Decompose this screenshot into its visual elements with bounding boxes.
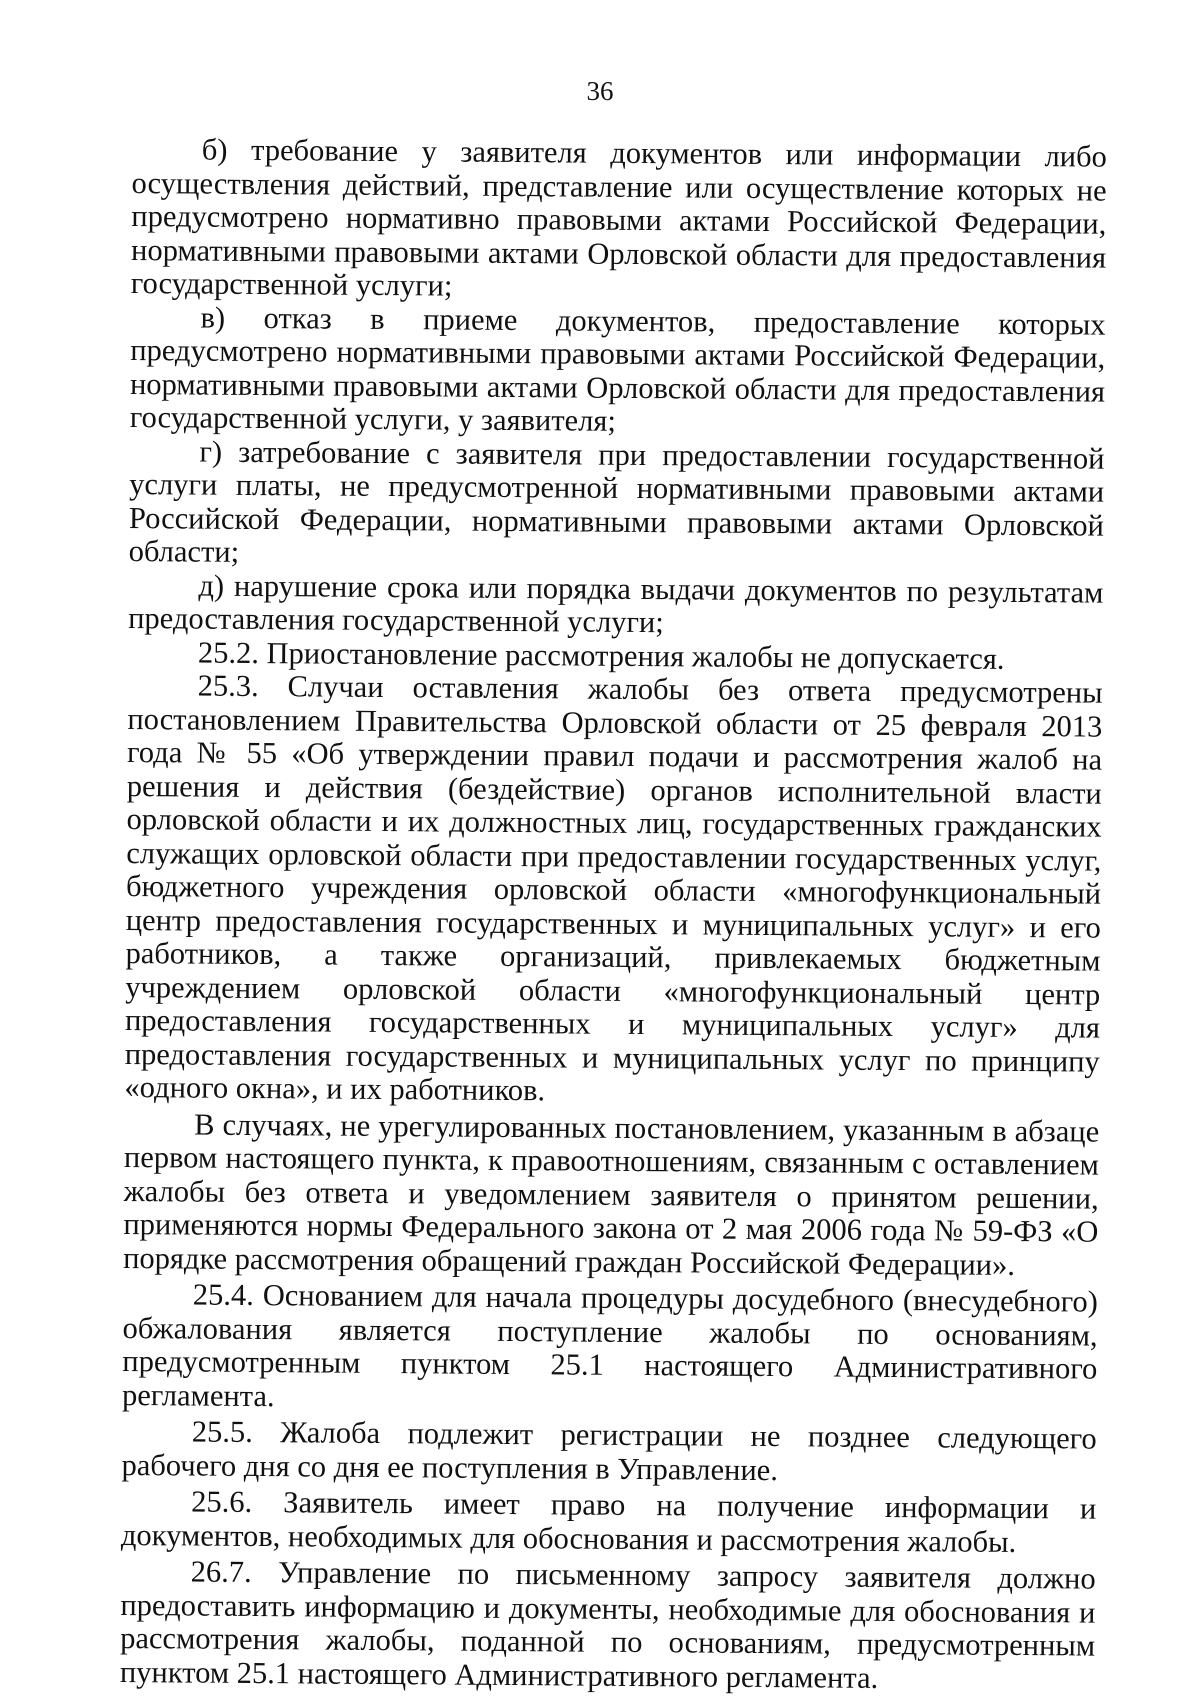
document-body — [120, 133, 1107, 1697]
paragraph-item-g: г) затребование с заявителя при предоставлении государственной услуги платы, не предусмотренной нормативными правовыми актами Российской Федерации, нормативными правовыми актами Орловской области; — [128, 434, 1105, 569]
paragraph-item-d: д) нарушение срока или порядка выдачи документов по результатам предоставления государственной услуги; — [128, 568, 1104, 640]
paragraph-25-3-continuation: В случаях, не урегулированных постановлением, указанным в абзаце первом настоящего пункта, к правоотношениям, связанным с оставлением жалобы без ответа и уведомлением заявителя о принятом решении, применяются нормы Федерального закона от 2 мая 2006 года № 59-ФЗ «О порядке рассмотрения обращений граждан Российской Федерации». — [123, 1107, 1100, 1282]
paragraph-25-4: 25.4. Основанием для начала процедуры досудебного (внесудебного) обжалования является поступление жалобы по основаниям, предусмотренным пунктом 25.1 настоящего Административного регламента. — [121, 1277, 1098, 1413]
paragraph-26-7: 26.7. Управление по письменному запросу заявителя должно предоставить информацию и документы, необходимые для обоснования и рассмотрения жалобы, поданной по основаниям, предусмотренным пунктом 25.1 настоящего Административного регламента. — [119, 1554, 1096, 1695]
paragraph-item-b: б) требование у заявителя документов или информации либо осуществления действий, представление или осуществление которых не предусмотрено нормативно правовыми актами Российской Федерации, нормативными правовыми актами Орловской области для предоставления государственной услуги; — [130, 132, 1107, 303]
paragraph-item-v: в) отказ в приеме документов, предоставление которых предусмотрено нормативными правовыми актами Российской Федерации, нормативными правовыми актами Орловской области для предоставления государственной услуги, у заявителя; — [129, 300, 1106, 438]
paragraph-25-3: 25.3. Случаи оставления жалобы без ответа предусмотрены постановлением Правительства Орловской области от 25 февраля 2013 года № 55 «Об утверждении правил подачи и рассмотрения жалоб на решения и действия (бездействие) органов исполнительной власти орловской области и их должностных лиц, государственных гражданских служащих орловской области при предоставлении государственных услуг, бюджетного учреждения орловской области «многофункциональный центр предоставления государственных и муниципальных услуг» и его работников, а также организаций, привлекаемых бюджетным учреждением орловской области «многофункциональный центр предоставления государственных и муниципальных услуг» для предоставления государственных и муниципальных услуг по принципу «одного окна», и их работников. — [124, 668, 1103, 1108]
page-number: 36 — [586, 76, 614, 106]
paragraph-25-6: 25.6. Заявитель имеет право на получение информации и документов, необходимых для обоснования и рассмотрения жалобы. — [120, 1484, 1097, 1559]
paragraph-25-5: 25.5. Жалоба подлежит регистрации не позднее следующего рабочего дня со дня ее поступления в Управление. — [121, 1414, 1097, 1487]
paragraph-25-2: 25.2. Приостановление рассмотрения жалобы не допускается. — [197, 635, 1005, 676]
